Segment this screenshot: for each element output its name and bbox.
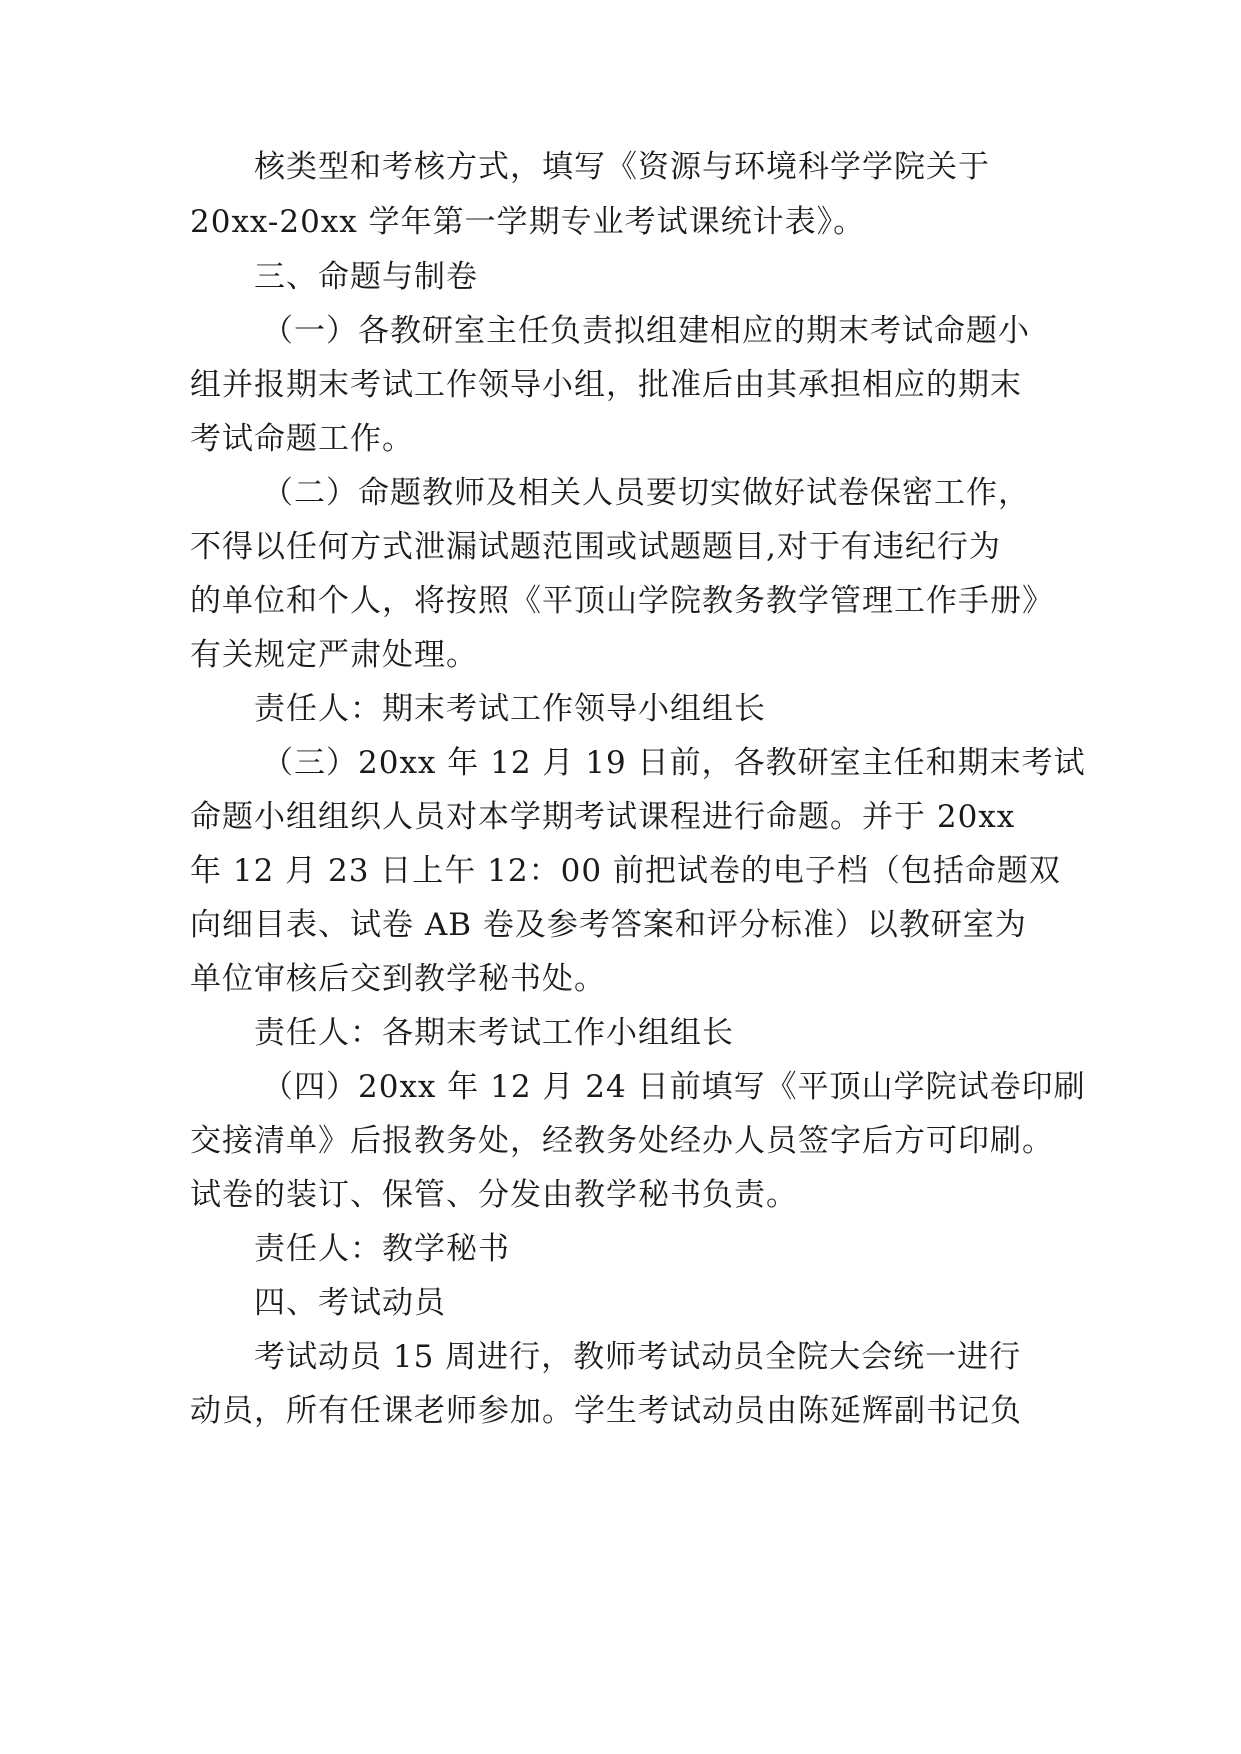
body-text-line: 交接清单》后报教务处，经教务处经办人员签字后方可印刷。 [190, 1123, 1054, 1159]
body-text-line: 核类型和考核方式，填写《资源与环境科学学院关于 [254, 149, 990, 185]
responsible-person-line: 责任人：教学秘书 [254, 1231, 510, 1267]
body-text-line: （二）命题教师及相关人员要切实做好试卷保密工作， [262, 475, 1030, 511]
body-text-line: 的单位和个人，将按照《平顶山学院教务教学管理工作手册》 [190, 583, 1054, 619]
body-text-line: 20xx-20xx 学年第一学期专业考试课统计表》。 [190, 204, 866, 240]
body-text-line: （三）20xx 年 12 月 19 日前，各教研室主任和期末考试 [262, 745, 1086, 781]
body-text-line: 考试动员 15 周进行，教师考试动员全院大会统一进行 [254, 1339, 1022, 1375]
responsible-person-line: 责任人：期末考试工作领导小组组长 [254, 691, 766, 727]
body-text-line: 命题小组组织人员对本学期考试课程进行命题。并于 20xx [190, 799, 1016, 835]
section-heading: 四、考试动员 [254, 1285, 446, 1321]
body-text-line: （一）各教研室主任负责拟组建相应的期末考试命题小 [262, 313, 1030, 349]
body-text-line: （四）20xx 年 12 月 24 日前填写《平顶山学院试卷印刷 [262, 1069, 1086, 1105]
body-text-line: 动员，所有任课老师参加。学生考试动员由陈延辉副书记负 [190, 1393, 1022, 1429]
body-text-line: 试卷的装订、保管、分发由教学秘书负责。 [190, 1177, 798, 1213]
body-text-line: 单位审核后交到教学秘书处。 [190, 961, 606, 997]
responsible-person-line: 责任人：各期末考试工作小组组长 [254, 1015, 734, 1051]
section-heading: 三、命题与制卷 [254, 259, 478, 295]
body-text-line: 有关规定严肃处理。 [190, 637, 478, 673]
body-text-line: 向细目表、试卷 AB 卷及参考答案和评分标准）以教研室为 [190, 907, 1027, 943]
body-text-line: 不得以任何方式泄漏试题范围或试题题目,对于有违纪行为 [190, 529, 1001, 565]
body-text-line: 考试命题工作。 [190, 421, 414, 457]
body-text-line: 年 12 月 23 日上午 12：00 前把试卷的电子档（包括命题双 [190, 853, 1061, 889]
body-text-line: 组并报期末考试工作领导小组，批准后由其承担相应的期末 [190, 367, 1022, 403]
